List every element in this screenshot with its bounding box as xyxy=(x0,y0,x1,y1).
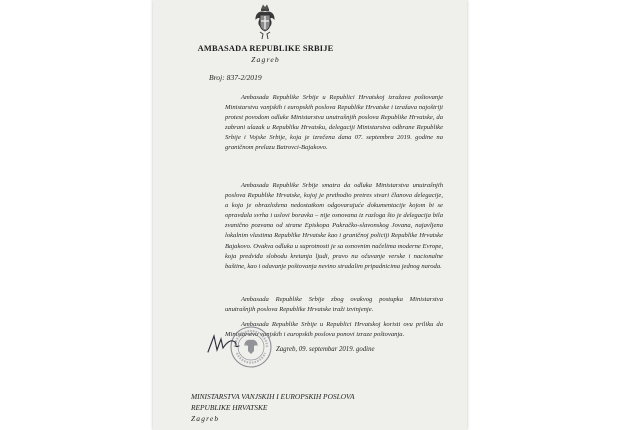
recipient-line: MINISTARSTVA VANJSKIH I EUROPSKIH POSLOVA xyxy=(191,392,355,401)
reference-number: Broj: 837-2/2019 xyxy=(209,73,262,82)
embassy-city: Zagreb xyxy=(251,55,280,64)
date-line: Zagreb, 09. septembar 2019. godine xyxy=(276,346,375,353)
recipient-line: REPUBLIKE HRVATSKE xyxy=(191,403,268,412)
letter-page xyxy=(153,0,467,430)
serbian-coat-of-arms-icon xyxy=(254,3,276,41)
recipient-city: Zagreb xyxy=(191,414,220,423)
body-paragraph: Ambasada Republike Srbije zbog ovakvog postupka Ministarstva unutrašnjih poslova Republike Hrvatske traži izvinjenje. xyxy=(225,296,443,314)
body-paragraph: Ambasada Republike Srbije u Republici Hrvatskoj izražava poštovanje Ministarstvu vanjskih i europskih poslova Republike Hrvatske i izražava najoštriji protest povodom odluke Ministarstva unutrašnjih poslova Republike Hrvatske, da zabrani ulazak u Republiku Hrvatsku, delegaciji Ministarstva odbrane Republike Srbije i Vojske Srbije, koja je izrečena dana 07. septembra 2019. godine na graničnom prelazu Batrovci-Bajakovo. xyxy=(225,94,443,152)
body-paragraph: Ambasada Republike Srbije smatra da odluka Ministarstva unutrašnjih poslova Republike Hrvatske, kojoj je prethodio pretres stvari članova delegacije, a koja je obrazložena nedostatkom odgovarajuće dokumentacije kojom bi se opravdala svrha i uslovi boravka – nije osnovana iz razloga što je delegacija bila zvanično pozvana od strane Episkopa Pakračko-slavonskog Jovana, najavljena lokalnim vlastima Republike Hrvatske kao i graničnoj policiji Republike Hrvatske Bajakovo. Ovakva odluka u suprotnosti je sa osnovnim načelima moderne Evrope, koja predviđa slobodu kretanja ljudi, pravo na očuvanje verske i nacionalne baštine, kao i odavanje poštovanja nevino stradalim pripadnicima jednog naroda. xyxy=(225,182,443,270)
handwritten-signature xyxy=(205,330,255,358)
embassy-name: AMBASADA REPUBLIKE SRBIJE xyxy=(197,44,334,53)
body-paragraph: Ambasada Republike Srbije u Republici Hrvatskoj koristi ovu priliku da Ministarstvu vanjskih i europskih poslova ponovi izraze poštovanja. xyxy=(225,321,443,339)
